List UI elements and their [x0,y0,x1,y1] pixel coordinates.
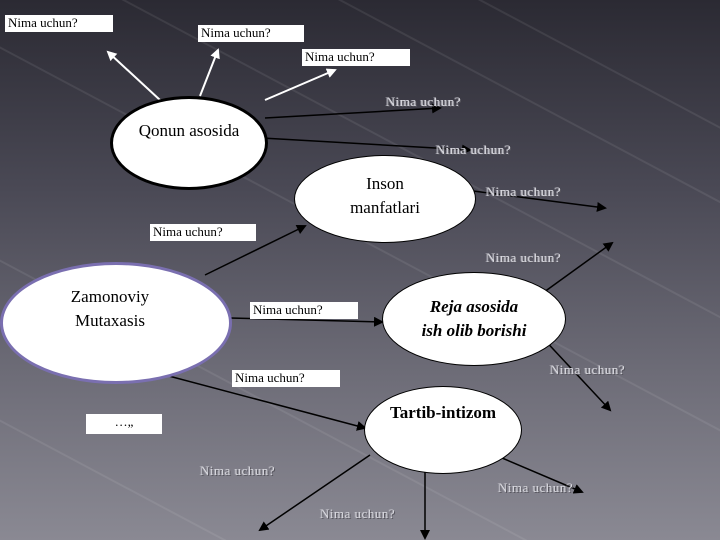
node-tartib-text: Tartib-intizom [389,403,497,422]
why-ghost-2: Nima uchun? [436,142,512,157]
why-label-center: Nima uchun? [250,302,358,319]
arrow-qonun-3 [265,70,335,100]
node-qonun-asosida [110,96,268,190]
node-inson-manfatlari [294,155,476,243]
why-label-lower: Nima uchun? [232,370,340,387]
arrow-qonun-2 [200,50,218,96]
node-tartib-intizom [364,386,522,474]
why-label-top-right: Nima uchun? [302,49,410,66]
node-reja-text: Reja asosida ish olib borishi [421,297,527,340]
dots-label: …„ [86,414,162,434]
why-ghost-4: Nima uchun? [486,250,562,265]
node-reja-asosida [382,272,566,366]
why-label-top-mid: Nima uchun? [198,25,304,42]
node-qonun-text: Qonun asosida [138,121,240,140]
node-zamonoviy-mutaxasis [0,262,232,384]
node-inson-text: Inson manfatlari [350,174,420,217]
why-label-top-left: Nima uchun? [5,15,113,32]
why-ghost-5: Nima uchun? [550,362,626,377]
why-ghost-3: Nima uchun? [486,184,562,199]
arrow-qonun-1 [108,52,160,100]
why-ghost-6: Nima uchun? [200,463,276,478]
why-ghost-8: Nima uchun? [320,506,396,521]
why-ghost-1: Nima uchun? [386,94,462,109]
why-label-left-mid: Nima uchun? [150,224,256,241]
why-ghost-7: Nima uchun? [498,480,574,495]
node-zamonoviy-text: Zamonoviy Mutaxasis [70,287,150,330]
